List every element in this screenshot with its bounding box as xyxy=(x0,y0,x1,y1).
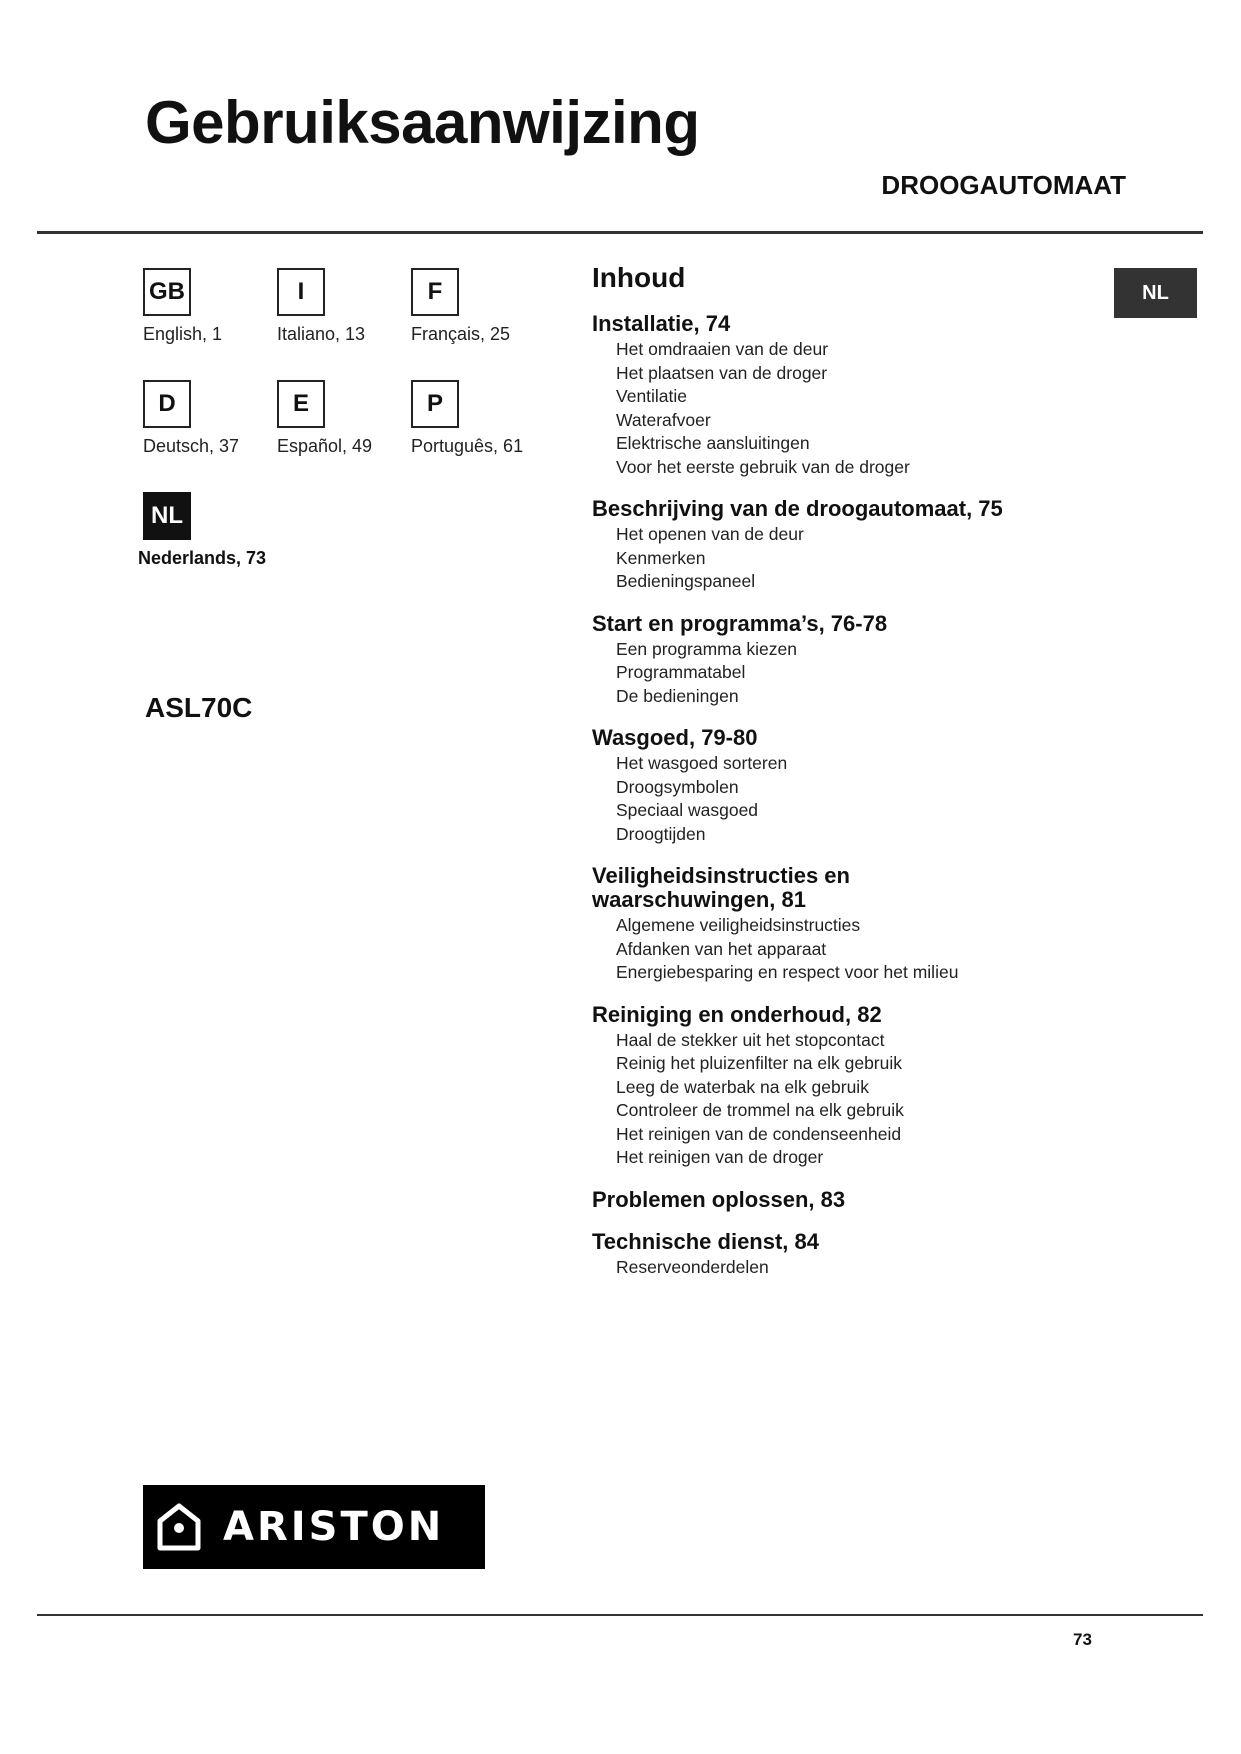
toc-item[interactable]: Elektrische aansluitingen xyxy=(616,433,810,453)
toc-item[interactable]: Waterafvoer xyxy=(616,409,711,430)
language-caption-active: Nederlands, 73 xyxy=(138,548,267,568)
toc-item[interactable]: Ventilatie xyxy=(616,386,688,406)
language-code-box: E xyxy=(277,380,325,428)
product-type: DROOGAUTOMAAT xyxy=(881,170,1126,200)
toc-section-title[interactable]: Beschrijving van de droogautomaat, 75 xyxy=(592,496,1003,521)
language-code-box-active: NL xyxy=(143,492,191,540)
toc-item[interactable]: Voor het eerste gebruik van de droger xyxy=(616,456,910,477)
toc-section-start xyxy=(592,612,1112,709)
toc-section-title[interactable]: Technische dienst, 84 xyxy=(592,1228,820,1254)
language-gb[interactable] xyxy=(143,268,283,345)
language-p[interactable] xyxy=(411,380,551,457)
language-i[interactable] xyxy=(277,268,417,345)
toc-item[interactable]: Reserveonderdelen xyxy=(616,1256,769,1277)
top-divider xyxy=(37,231,1203,234)
toc-section-veiligheid xyxy=(592,864,1112,985)
language-code-box: GB xyxy=(143,268,191,316)
toc-section-beschrijving xyxy=(592,497,1112,594)
toc-item[interactable]: Programmatabel xyxy=(616,662,746,682)
toc-section-wasgoed xyxy=(592,726,1112,846)
language-e[interactable] xyxy=(277,380,417,457)
toc-item[interactable]: Speciaal wasgoed xyxy=(616,800,759,820)
language-caption: Português, 61 xyxy=(411,436,524,456)
brand-name: ARISTON xyxy=(223,1504,445,1550)
language-caption: Deutsch, 37 xyxy=(143,436,240,456)
bottom-divider xyxy=(37,1614,1203,1616)
table-of-contents xyxy=(592,262,1112,1297)
language-code-box: D xyxy=(143,380,191,428)
language-nl[interactable] xyxy=(138,492,283,569)
language-caption: Français, 25 xyxy=(411,324,511,344)
language-caption: Italiano, 13 xyxy=(277,324,366,344)
page-number: 73 xyxy=(1073,1630,1092,1649)
toc-item[interactable]: Bedieningspaneel xyxy=(616,571,756,591)
toc-item[interactable]: Het reinigen van de condenseenheid xyxy=(616,1123,902,1144)
toc-section-reiniging xyxy=(592,1003,1112,1170)
toc-section-title[interactable]: Start en programma’s, 76-78 xyxy=(592,610,888,636)
toc-item[interactable]: Het openen van de deur xyxy=(616,524,804,544)
toc-item[interactable]: Het reinigen van de droger xyxy=(616,1147,824,1167)
toc-item[interactable]: Reinig het pluizenfilter na elk gebruik xyxy=(616,1053,902,1073)
language-code-box: P xyxy=(411,380,459,428)
toc-item[interactable]: Droogtijden xyxy=(616,823,706,844)
toc-item[interactable]: Algemene veiligheidsinstructies xyxy=(616,915,861,935)
toc-section-installatie xyxy=(592,312,1112,479)
toc-section-title[interactable]: Veiligheidsinstructies en waarschuwingen, 81 xyxy=(592,863,850,912)
language-code-box: I xyxy=(277,268,325,316)
toc-section-problemen xyxy=(592,1188,1112,1212)
toc-item[interactable]: Het plaatsen van de droger xyxy=(616,362,828,383)
toc-item[interactable]: Het wasgoed sorteren xyxy=(616,753,788,773)
toc-item[interactable]: Leeg de waterbak na elk gebruik xyxy=(616,1076,869,1097)
language-f[interactable] xyxy=(411,268,551,345)
toc-section-title[interactable]: Installatie, 74 xyxy=(592,311,731,336)
toc-item[interactable]: Het omdraaien van de deur xyxy=(616,339,829,359)
language-tab: NL xyxy=(1114,268,1197,318)
toc-item[interactable]: Controleer de trommel na elk gebruik xyxy=(616,1100,904,1120)
toc-section-title[interactable]: Wasgoed, 79-80 xyxy=(592,725,758,750)
toc-item[interactable]: Afdanken van het apparaat xyxy=(616,938,827,959)
toc-item[interactable]: Een programma kiezen xyxy=(616,638,797,659)
toc-item[interactable]: De bedieningen xyxy=(616,685,739,706)
house-icon xyxy=(157,1503,201,1551)
toc-item[interactable]: Kenmerken xyxy=(616,547,706,568)
toc-heading: Inhoud xyxy=(592,262,686,293)
language-caption: English, 1 xyxy=(143,324,223,344)
toc-item[interactable]: Droogsymbolen xyxy=(616,776,739,797)
toc-section-title[interactable]: Reiniging en onderhoud, 82 xyxy=(592,1001,882,1027)
ariston-logo xyxy=(143,1485,485,1569)
toc-section-technische-dienst xyxy=(592,1230,1112,1280)
toc-item[interactable]: Haal de stekker uit het stopcontact xyxy=(616,1029,885,1050)
toc-item[interactable]: Energiebesparing en respect voor het milieu xyxy=(616,962,959,982)
toc-section-title[interactable]: Problemen oplossen, 83 xyxy=(592,1186,846,1212)
language-code-box: F xyxy=(411,268,459,316)
model-number: ASL70C xyxy=(145,692,253,723)
language-d[interactable] xyxy=(143,380,283,457)
language-caption: Español, 49 xyxy=(277,436,373,456)
document-title: Gebruiksaanwijzing xyxy=(145,89,700,156)
